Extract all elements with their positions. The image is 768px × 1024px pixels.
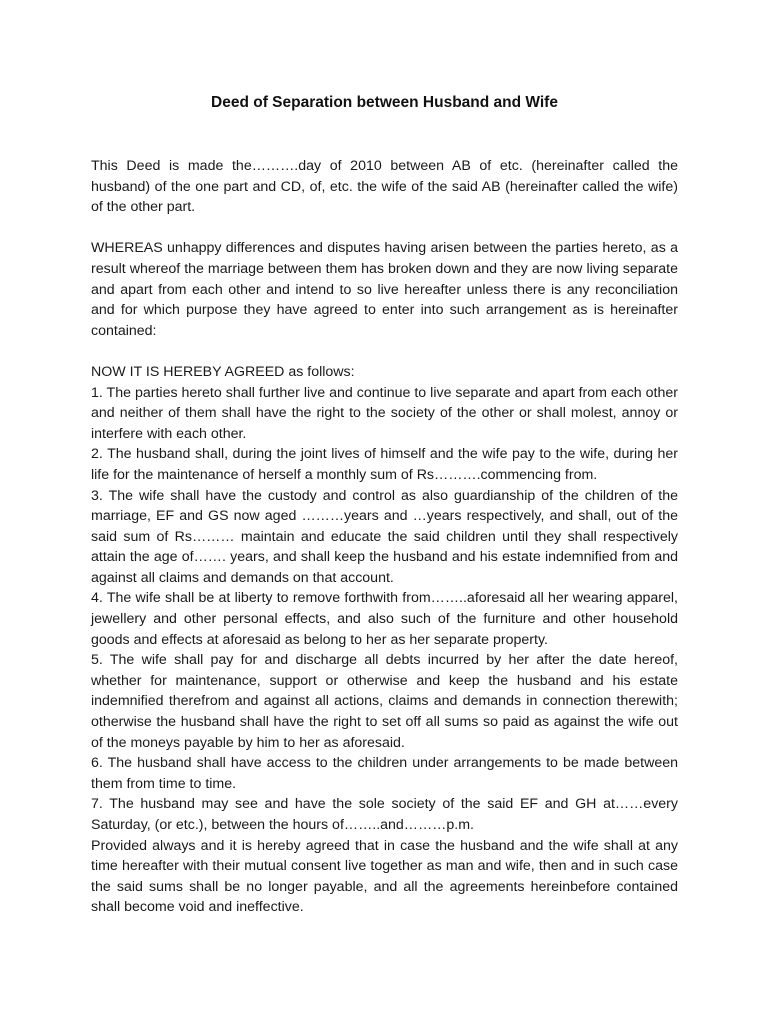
clause-5: 5. The wife shall pay for and discharge all debts incurred by her after the date hereof, whether for maintenance, support or otherwise and keep the husband and his estate indemnified therefrom and against all actions, claims and demands in connection therewith; otherwise the husband shall have the right to set off all sums so paid as against the wife out of the moneys payable by him to her as aforesaid. xyxy=(91,652,678,751)
whereas-paragraph: WHEREAS unhappy differences and disputes having arisen between the parties hereto, as a result whereof the marriage between them has broken down and they are now living separate and apart from each other and intend to so live hereafter unless there is any reconciliation and for which purpose they have agreed to enter into such arrangement as is hereinafter contained: xyxy=(91,240,678,339)
document-page xyxy=(91,92,678,918)
clause-2: 2. The husband shall, during the joint lives of himself and the wife pay to the wife, during her life for the maintenance of herself a monthly sum of Rs……….commencing from. xyxy=(91,446,678,483)
document-title: Deed of Separation between Husband and Wife xyxy=(211,94,558,111)
clause-3: 3. The wife shall have the custody and control as also guardianship of the children of the marriage, EF and GS now aged ………years and …years respectively, and shall, out of the said sum of Rs……… maintain and educate the said children until they shall respectively attain the age of……. years, and shall keep the husband and his estate indemnified from and against all claims and demands on that account. xyxy=(91,487,678,586)
clause-7: 7. The husband may see and have the sole society of the said EF and GH at……every Saturday, (or etc.), between the hours of……..and………p.m. xyxy=(91,796,678,833)
proviso-paragraph: Provided always and it is hereby agreed that in case the husband and the wife shall at any time hereafter with their mutual consent live together as man and wife, then and in such case the said sums shall be no longer payable, and all the agreements hereinbefore contained shall become void and ineffective. xyxy=(91,837,678,916)
clause-4: 4. The wife shall be at liberty to remove forthwith from……..aforesaid all her wearing apparel, jewellery and other personal effects, and also such of the furniture and other household goods and effects at aforesaid as belong to her as her separate property. xyxy=(91,590,678,648)
clause-1: 1. The parties hereto shall further live and continue to live separate and apart from each other and neither of them shall have the right to the society of the other or shall molest, annoy or interfere with each other. xyxy=(91,384,678,442)
intro-paragraph: This Deed is made the……….day of 2010 between AB of etc. (hereinafter called the husband) of the one part and CD, of, etc. the wife of the said AB (hereinafter called the wife) of the other part. xyxy=(91,158,678,216)
agreed-heading: NOW IT IS HEREBY AGREED as follows: xyxy=(91,363,355,380)
clause-6: 6. The husband shall have access to the children under arrangements to be made between them from time to time. xyxy=(91,755,678,792)
